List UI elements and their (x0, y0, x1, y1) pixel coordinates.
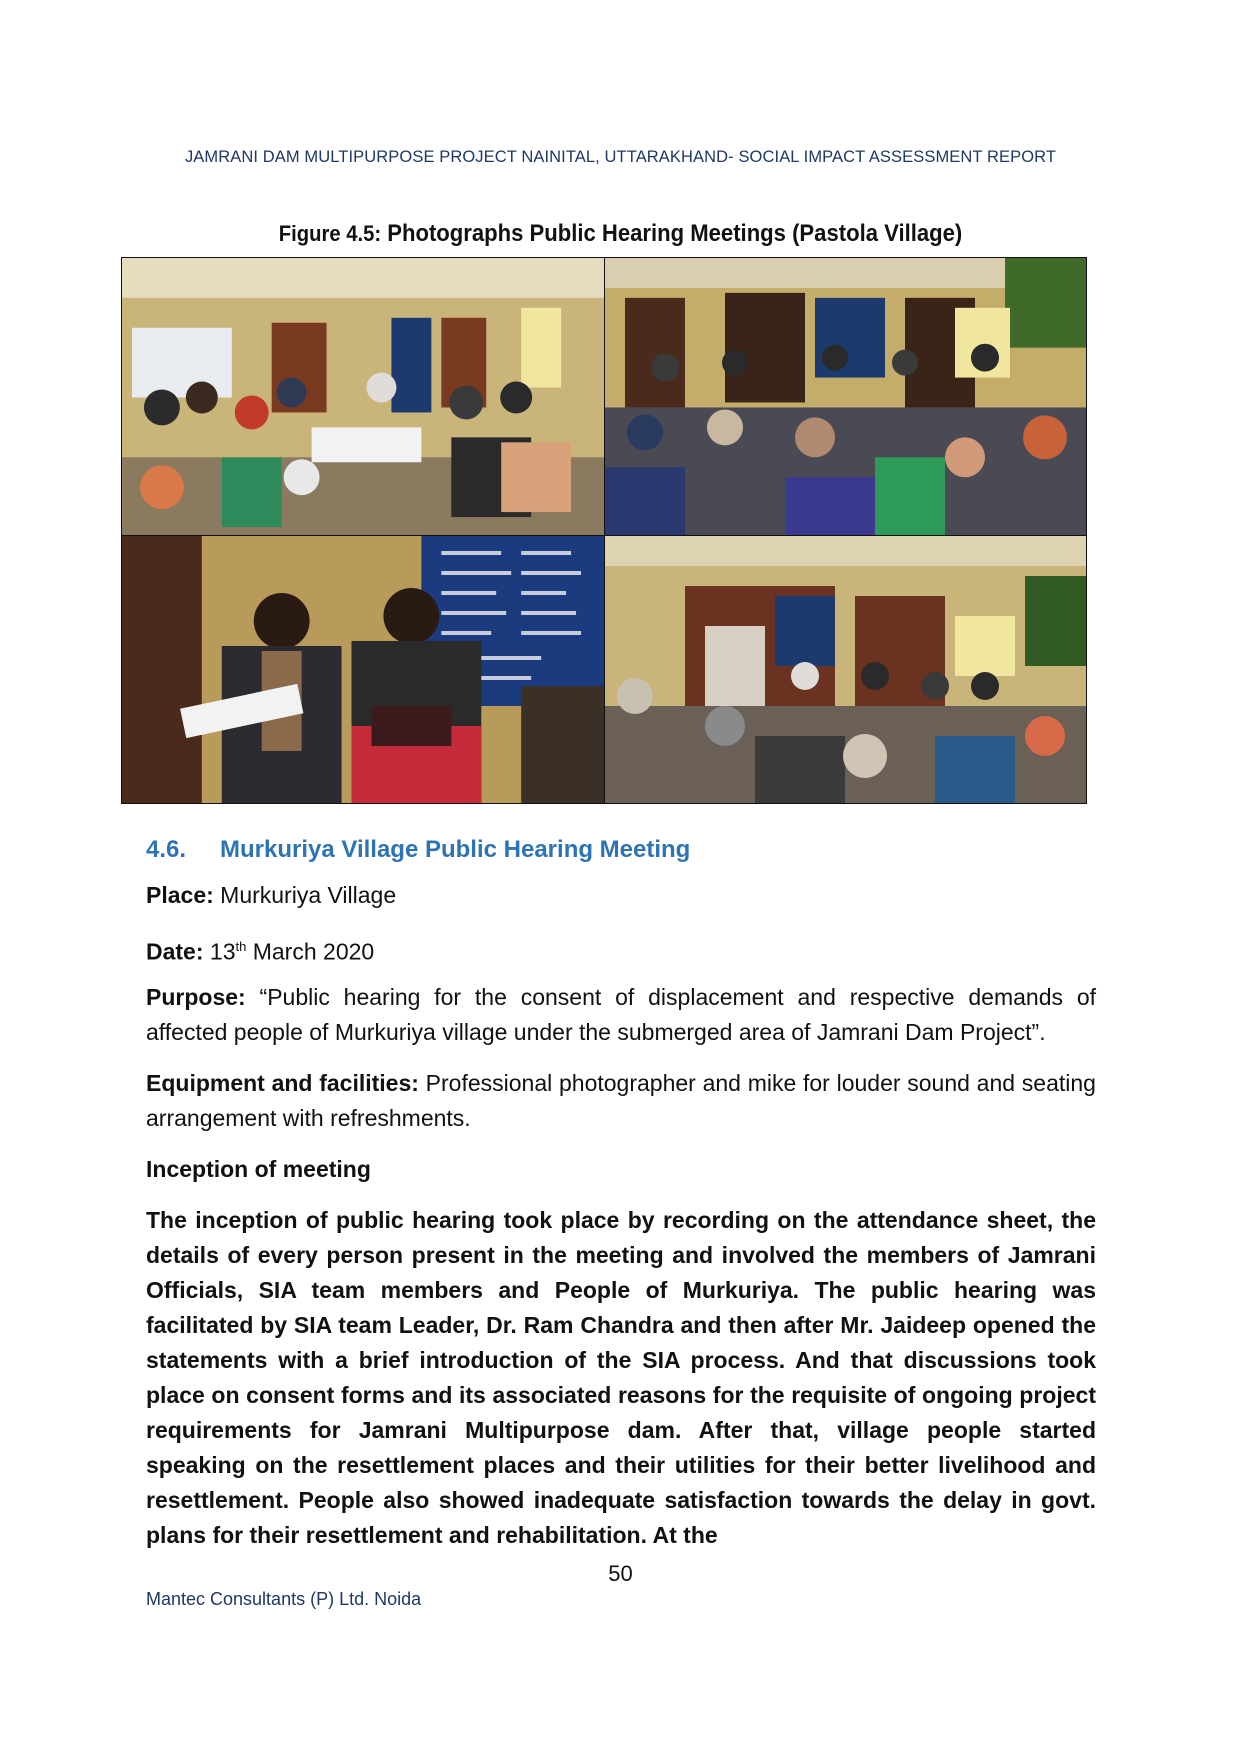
meeting-photo-1 (122, 258, 605, 536)
date-suffix: th (235, 939, 247, 954)
equipment-paragraph (146, 1066, 1096, 1136)
section-number: 4.6. (146, 836, 187, 863)
equipment-label: Equipment and facilities: (146, 1070, 419, 1096)
figure-caption-text: Photographs Public Hearing Meetings (Pastola Village) (387, 220, 963, 247)
equipment-value: Professional photographer and mike for louder sound and seating arrangement with refreshments. (146, 1070, 1096, 1131)
photo-grid (121, 257, 1087, 804)
footer-company: Mantec Consultants (P) Ltd. Noida (146, 1589, 422, 1609)
date-line (146, 929, 1096, 970)
purpose-label: Purpose: (146, 984, 246, 1010)
date-label: Date: (146, 938, 204, 965)
inception-heading: Inception of meeting (146, 1156, 371, 1182)
place-line (146, 878, 1096, 913)
purpose-paragraph (146, 980, 1096, 1050)
figure-label: Figure 4.5: (278, 221, 382, 246)
purpose-value: “Public hearing for the consent of displacement and respective demands of affected people of Murkuriya village under the submerged area of Jamrani Dam Project”. (146, 984, 1097, 1045)
date-rest: March 2020 (252, 938, 375, 965)
meeting-photo-4 (605, 536, 1086, 803)
place-value: Murkuriya Village (220, 882, 397, 908)
page-number: 50 (608, 1561, 633, 1586)
meeting-photo-2 (605, 258, 1086, 536)
running-header: JAMRANI DAM MULTIPURPOSE PROJECT NAINITAL, UTTARAKHAND- SOCIAL IMPACT ASSESSMENT REPORT (184, 148, 1057, 166)
section-heading (146, 836, 690, 864)
section-title: Murkuriya Village Public Hearing Meeting (220, 836, 691, 863)
place-label: Place: (146, 882, 214, 908)
figure-caption (50, 220, 1192, 248)
meeting-photo-3 (122, 536, 605, 803)
inception-paragraph: The inception of public hearing took place by recording on the attendance sheet, the details of every person present in the meeting and involved the members of Jamrani Officials, SIA team members and People of Murkuriya. The public hearing was facilitated by SIA team Leader, Dr. Ram Chandra and then after Mr. Jaideep opened the statements with a brief introduction of the SIA process. And that discussions took place on consent forms and its associated reasons for the requisite of ongoing project requirements for Jamrani Multipurpose dam. After that, village people started speaking on the resettlement places and their utilities for their better livelihood and resettlement. People also showed inadequate satisfaction towards the delay in govt. plans for their resettlement and rehabilitation. At the (146, 1207, 1096, 1548)
date-day: 13 (209, 938, 236, 965)
